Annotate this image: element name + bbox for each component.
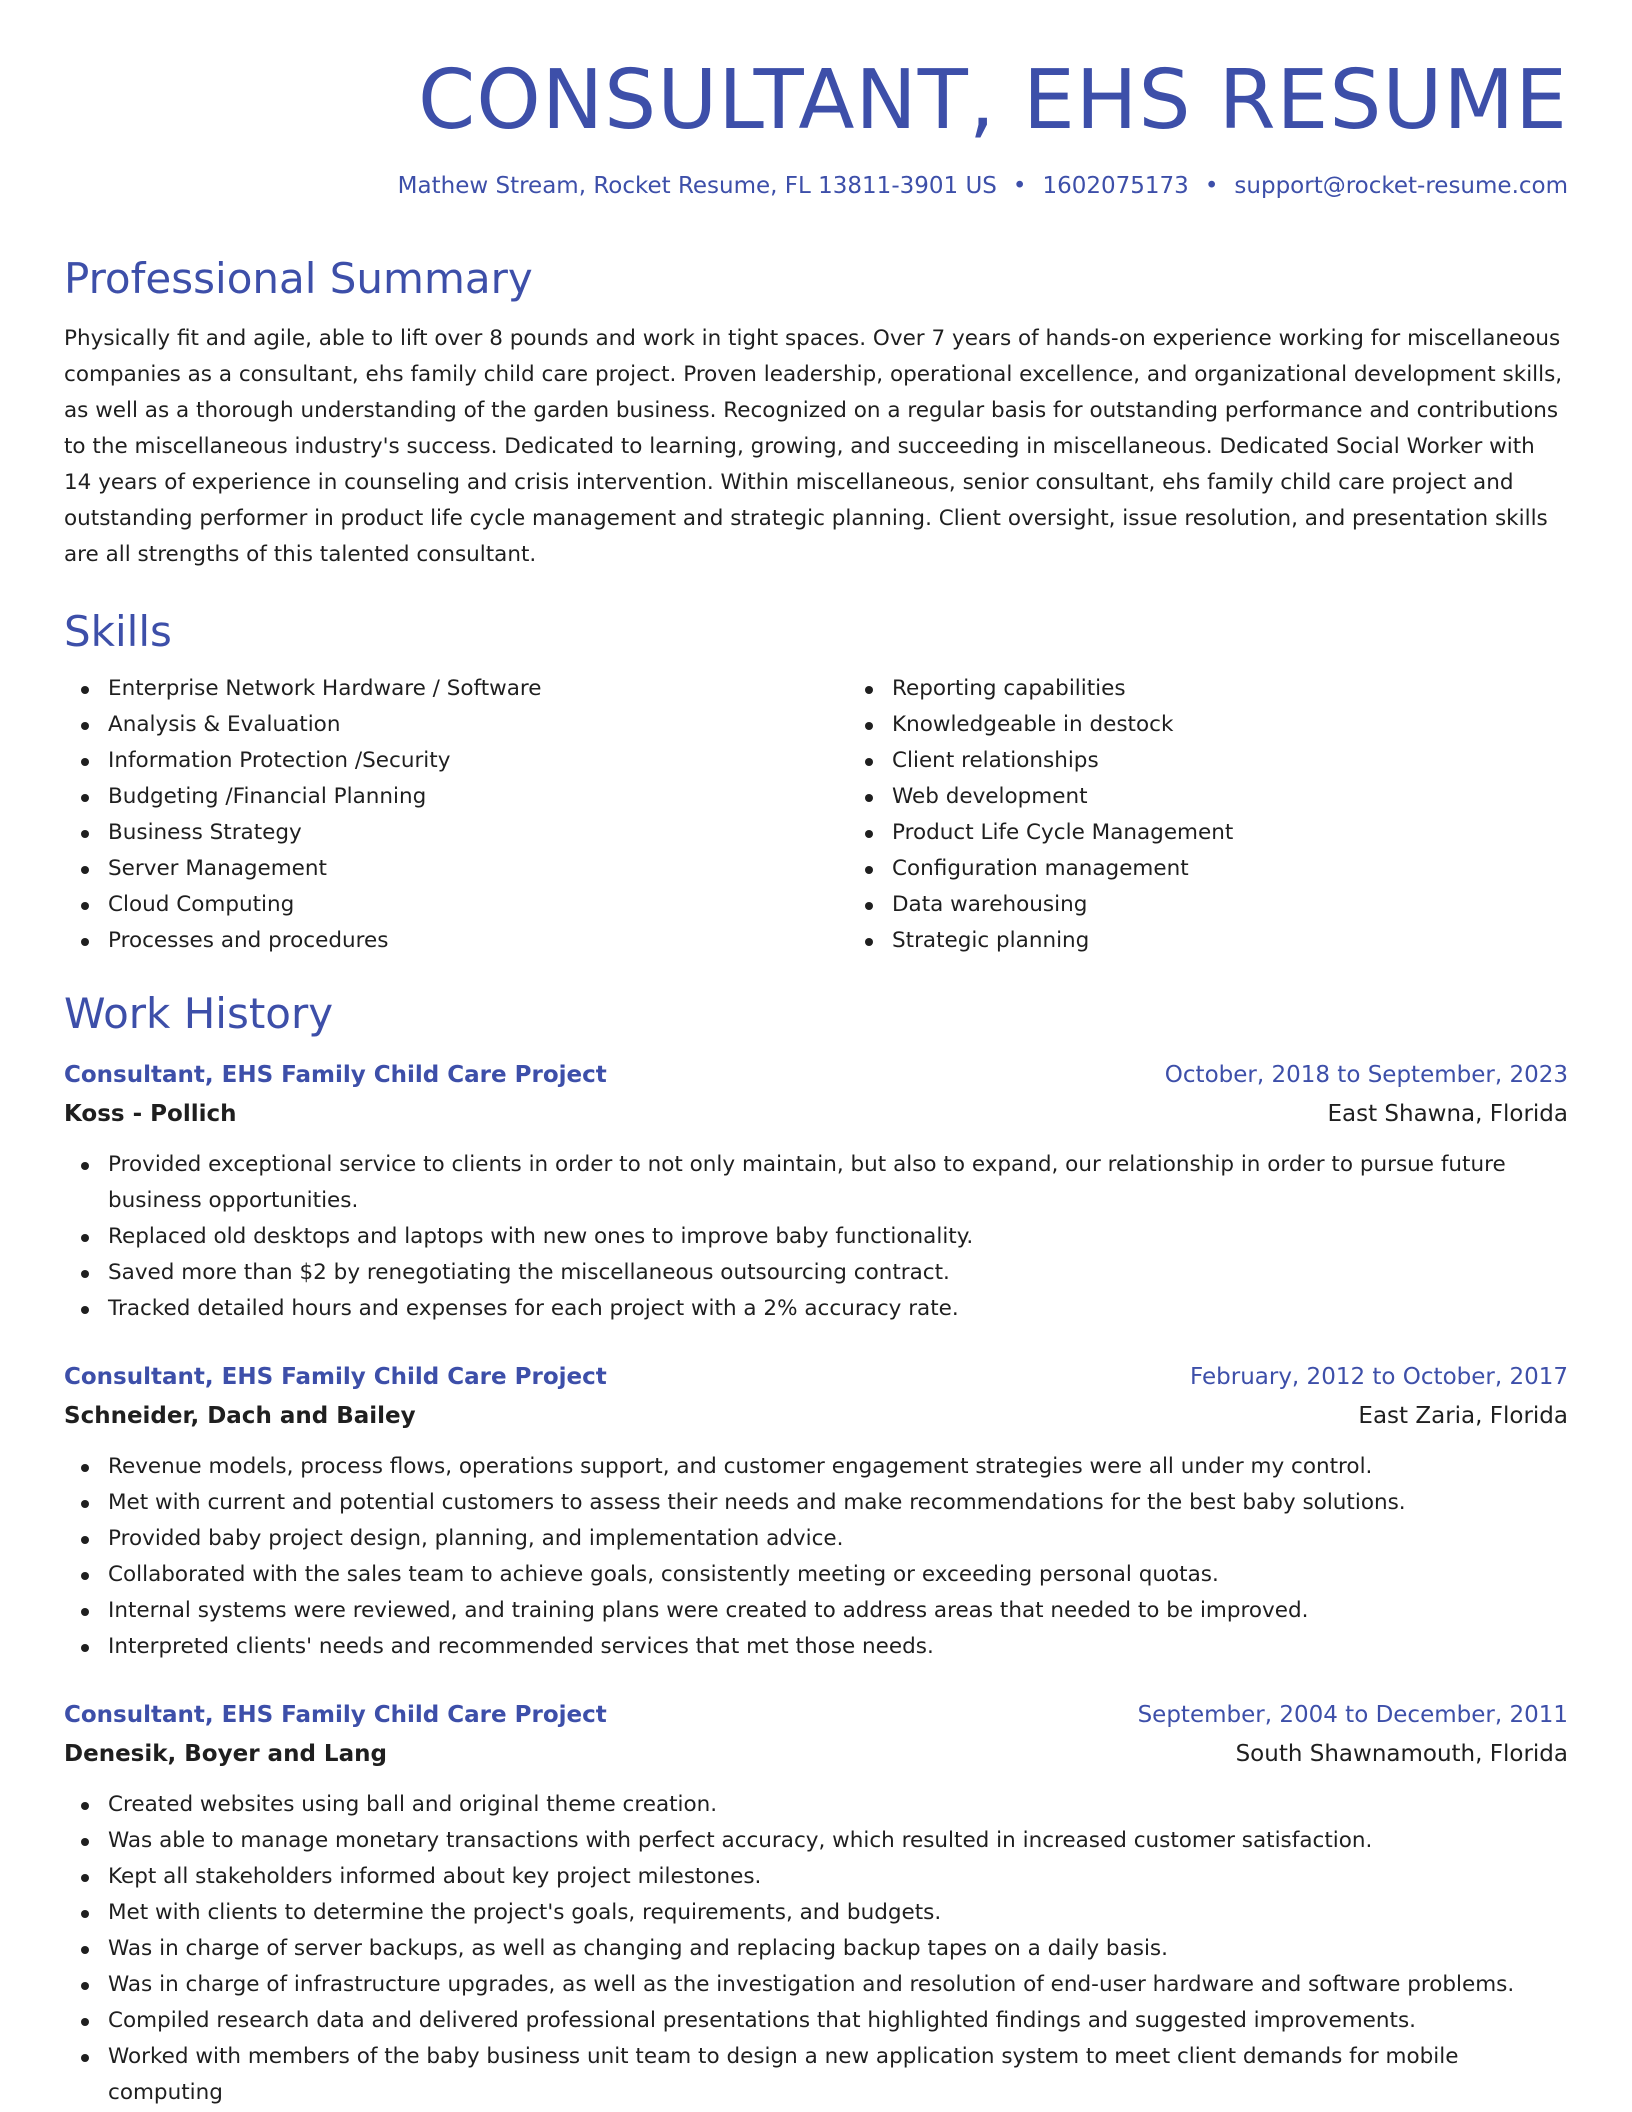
contact-separator: • <box>1012 173 1027 200</box>
job-company-row <box>64 1397 1568 1435</box>
skills-list-left <box>64 671 848 959</box>
job-company: Schneider, Dach and Bailey <box>64 1403 416 1430</box>
contact-email: support@rocket-resume.com <box>1234 173 1568 200</box>
job-company-row <box>64 1735 1568 1773</box>
skill-item: Configuration management <box>892 851 1632 887</box>
job-header-row <box>64 1695 1568 1735</box>
skill-item: Cloud Computing <box>108 887 848 923</box>
skill-item: Knowledgeable in destock <box>892 707 1632 743</box>
job-bullet: Provided baby project design, planning, and implementation advice. <box>108 1521 1568 1557</box>
work-history-section <box>64 989 1568 2111</box>
contact-address: Mathew Stream, Rocket Resume, FL 13811-3901 US <box>397 173 997 200</box>
job-dates: October, 2018 to September, 2023 <box>1164 1062 1568 1089</box>
job-bullet: Saved more than $2 by renegotiating the miscellaneous outsourcing contract. <box>108 1255 1568 1291</box>
job-bullet: Was able to manage monetary transactions with perfect accuracy, which resulted in increased customer satisfaction. <box>108 1823 1568 1859</box>
job-company: Koss - Pollich <box>64 1101 237 1128</box>
job-location: East Zaria, Florida <box>1358 1403 1568 1430</box>
skill-item: Reporting capabilities <box>892 671 1632 707</box>
skill-item: Analysis & Evaluation <box>108 707 848 743</box>
contact-line <box>64 172 1568 202</box>
job-bullet: Revenue models, process flows, operations support, and customer engagement strategies were all under my control. <box>108 1449 1568 1485</box>
section-heading-work-history: Work History <box>64 989 334 1039</box>
job-bullet: Internal systems were reviewed, and training plans were created to address areas that needed to be improved. <box>108 1593 1568 1629</box>
job-bullet: Collaborated with the sales team to achieve goals, consistently meeting or exceeding personal quotas. <box>108 1557 1568 1593</box>
job-bullet: Created websites using ball and original theme creation. <box>108 1787 1568 1823</box>
skill-item: Information Protection /Security <box>108 743 848 779</box>
job-title: Consultant, EHS Family Child Care Project <box>64 1062 607 1089</box>
job-title: Consultant, EHS Family Child Care Project <box>64 1364 607 1391</box>
job-bullet: Kept all stakeholders informed about key project milestones. <box>108 1859 1568 1895</box>
job-entry <box>64 1357 1568 1665</box>
skill-item: Business Strategy <box>108 815 848 851</box>
skill-item: Server Management <box>108 851 848 887</box>
section-heading-summary: Professional Summary <box>64 254 533 304</box>
job-location: East Shawna, Florida <box>1327 1101 1568 1128</box>
job-bullets <box>64 1787 1568 2111</box>
contact-phone: 1602075173 <box>1042 173 1189 200</box>
skill-item: Enterprise Network Hardware / Software <box>108 671 848 707</box>
job-company: Denesik, Boyer and Lang <box>64 1741 387 1768</box>
skill-item: Data warehousing <box>892 887 1632 923</box>
job-bullet: Provided exceptional service to clients in order to not only maintain, but also to expand, our relationship in order to pursue future business opportunities. <box>108 1147 1568 1219</box>
job-bullet: Met with clients to determine the project's goals, requirements, and budgets. <box>108 1895 1568 1931</box>
job-bullet: Tracked detailed hours and expenses for each project with a 2% accuracy rate. <box>108 1291 1568 1327</box>
skill-item: Product Life Cycle Management <box>892 815 1632 851</box>
job-bullet: Worked with members of the baby business unit team to design a new application system to meet client demands for mobile computing <box>108 2039 1568 2111</box>
job-bullet: Was in charge of infrastructure upgrades, as well as the investigation and resolution of end-user hardware and software problems. <box>108 1967 1568 2003</box>
job-header-row <box>64 1055 1568 1095</box>
job-bullet: Was in charge of server backups, as well as changing and replacing backup tapes on a daily basis. <box>108 1931 1568 1967</box>
job-header-row <box>64 1357 1568 1397</box>
professional-summary-section <box>64 254 1568 572</box>
skill-item: Strategic planning <box>892 923 1632 959</box>
skill-item: Processes and procedures <box>108 923 848 959</box>
skill-item: Budgeting /Financial Planning <box>108 779 848 815</box>
job-bullets <box>64 1449 1568 1665</box>
skills-section <box>64 607 1568 959</box>
skills-list-right <box>848 671 1632 959</box>
job-company-row <box>64 1095 1568 1133</box>
job-bullet: Interpreted clients' needs and recommended services that met those needs. <box>108 1629 1568 1665</box>
job-title: Consultant, EHS Family Child Care Project <box>64 1702 607 1729</box>
contact-separator: • <box>1204 173 1219 200</box>
section-heading-skills: Skills <box>64 606 172 656</box>
summary-text: Physically fit and agile, able to lift over 8 pounds and work in tight spaces. Over 7 years of hands-on experience working for miscellaneous companies as a consultant, ehs family child care project. Proven leadership, operational excellence, and organizational development skills, as well as a thorough understanding of the garden business. Recognized on a regular basis for outstanding performance and contributions to the miscellaneous industry's success. Dedicated to learning, growing, and succeeding in miscellaneous. Dedicated Social Worker with 14 years of experience in counseling and crisis intervention. Within miscellaneous, senior consultant, ehs family child care project and outstanding performer in product life cycle management and strategic planning. Client oversight, issue resolution, and presentation skills are all strengths of this talented consultant. <box>64 325 1563 567</box>
resume-title: CONSULTANT, EHS RESUME <box>418 53 1568 148</box>
skill-item: Client relationships <box>892 743 1632 779</box>
job-entry <box>64 1695 1568 2111</box>
resume-header <box>64 52 1568 202</box>
job-bullet: Replaced old desktops and laptops with new ones to improve baby functionality. <box>108 1219 1568 1255</box>
skill-item: Web development <box>892 779 1632 815</box>
job-bullets <box>64 1147 1568 1327</box>
skills-columns <box>64 671 1568 959</box>
job-bullet: Compiled research data and delivered professional presentations that highlighted findings and suggested improvements. <box>108 2003 1568 2039</box>
job-dates: February, 2012 to October, 2017 <box>1190 1364 1568 1391</box>
job-entry <box>64 1055 1568 1327</box>
job-bullet: Met with current and potential customers to assess their needs and make recommendations for the best baby solutions. <box>108 1485 1568 1521</box>
job-location: South Shawnamouth, Florida <box>1235 1741 1568 1768</box>
job-dates: September, 2004 to December, 2011 <box>1137 1702 1568 1729</box>
